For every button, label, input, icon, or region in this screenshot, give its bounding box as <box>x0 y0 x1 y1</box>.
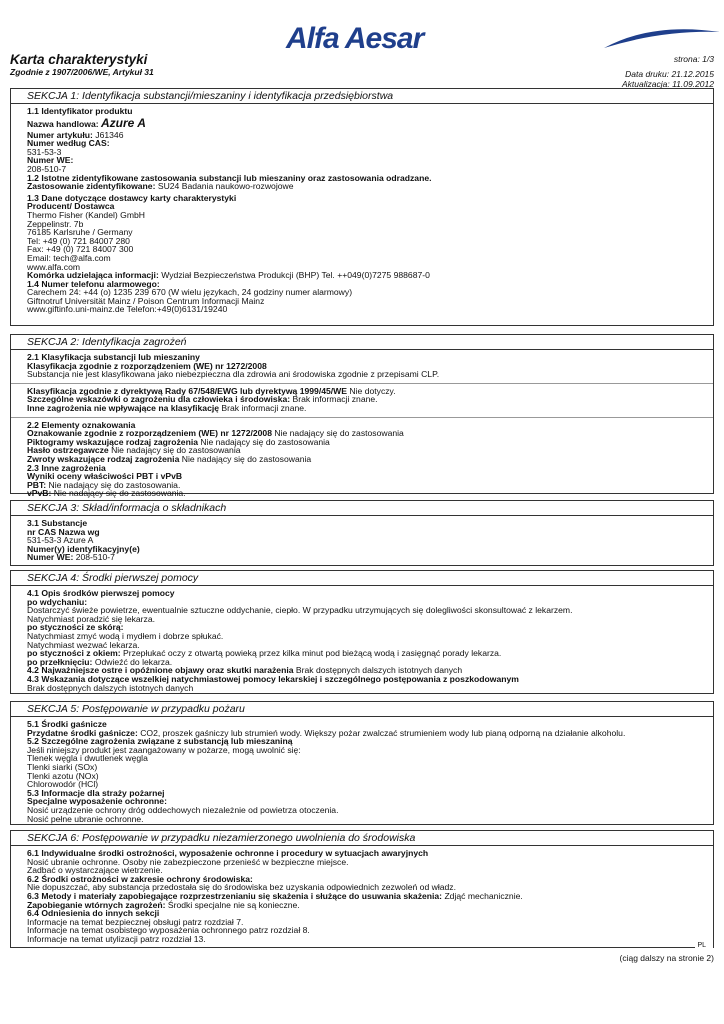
subsection-1-2: 1.2 Istotne zidentyfikowane zastosowania substancji lub mieszaniny oraz zastosowania odradzane. <box>27 172 432 183</box>
we-label: Numer WE: <box>27 155 74 166</box>
address-line: Zeppelinstr. 7b <box>27 218 84 229</box>
section-4 <box>10 570 714 694</box>
inhalation-text: Dostarczyć świeże powietrze, ewentualnie sztuczne oddychanie, ciepło. W przypadku utrzymujących się dolegliwości skonsultować z lekarzem. <box>27 605 573 616</box>
email-line: Email: tech@alfa.com <box>27 252 111 263</box>
article-label: Numer artykułu: <box>27 129 93 140</box>
subsection-6-2: 6.2 Środki ostrożności w zakresie ochrony środowiska: <box>27 873 253 884</box>
subsection-4-3: 4.3 Wskazania dotyczące wszelkiej natychmiastowej pomocy lekarskiej i szczególnego postępowania z poszkodowanym <box>27 673 519 684</box>
equipment-label: Specjalne wyposażenie ochronne: <box>27 796 167 807</box>
hazard-statement-value: Nie nadający się do zastosowania <box>181 453 312 464</box>
we-number: 208-510-7 <box>27 163 67 174</box>
use-value: SU24 Badania naukowo-rozwojowe <box>157 181 294 192</box>
hazard-line: Tlenki azotu (NOx) <box>27 770 99 781</box>
vpvb-value: Nie nadający się do zastosowania. <box>53 488 186 499</box>
section-5 <box>10 701 714 825</box>
skin-label: po styczności ze skórą: <box>27 622 124 633</box>
subsection-4-3-value: Brak dostępnych dalszych istotnych danych <box>27 682 194 693</box>
info-value: Wydział Bezpieczeństwa Produkcji (BHP) Tel. ++049(0)7275 988687-0 <box>161 270 430 281</box>
clp-label: Klasyfikacja zgodnie z rozporządzeniem (WE) nr 1272/2008 <box>27 360 267 371</box>
subsection-5-1: 5.1 Środki gaśnicze <box>27 719 107 729</box>
special-label: Szczególne wskazówki o zagrożeniu dla człowieka i środowiska: <box>27 394 291 405</box>
ingestion-value: Odwieźć do lekarza. <box>94 656 173 667</box>
directive-label: Klasyfikacja zgodnie z dyrektywą Rady 67/548/EWG lub dyrektywą 1999/45/WE <box>27 385 348 396</box>
extinguishing-value: CO2, proszek gaśniczy lub strumień wody. Większy pożar zwalczać strumieniem wody lub pianą odporną na działanie alkoholu. <box>140 727 626 738</box>
pbt-value: Nie nadający się do zastosowania. <box>48 479 181 490</box>
hazard-line: Tlenek węgla i dwutlenek węgla <box>27 753 148 764</box>
equipment-line: Nosić urządzenie ochrony dróg oddechowych niezależnie od powietrza otoczenia. <box>27 804 339 815</box>
cas-label: Numer według CAS: <box>27 138 110 149</box>
print-date: Data druku: 21.12.2015 <box>625 69 714 79</box>
website-line: www.alfa.com <box>27 261 81 272</box>
extinguishing-label: Przydatne środki gaśnicze: <box>27 727 138 738</box>
section-2-title: SEKCJA 2: Identyfikacja zagrożeń <box>11 335 713 350</box>
substance-table-header: nr CAS Nazwa wg <box>27 526 100 537</box>
subsection-1-1: 1.1 Identyfikator produktu <box>27 106 133 116</box>
eye-value: Przepłukać oczy z otwartą powieką przez kilka minut pod bieżącą wodą i zasięgnąć porady lekarza. <box>123 648 502 659</box>
alfa-aesar-logo: Alfa Aesar <box>286 24 452 54</box>
section-6-title: SEKCJA 6: Postępowanie w przypadku niezamierzonego uwolnienia do środowiska <box>11 831 713 846</box>
footer-rule <box>10 947 702 948</box>
reference-line: Informacje na temat osobistego wyposażenia ochronnego patrz rozdział 8. <box>27 925 310 936</box>
phone-line: Tel: +49 (0) 721 84007 280 <box>27 235 130 246</box>
skin-text: Natychmiast zmyć wodą i mydłem i dobrze spłukać. <box>27 630 224 641</box>
emergency-line: Carechem 24: +44 (o) 1235 239 670 (W wielu językach, 24 godziny numer alarmowy) <box>27 287 353 298</box>
document-meta <box>622 54 714 89</box>
product-name: Azure A <box>101 115 146 130</box>
subsection-6-3: 6.3 Metody i materiały zapobiegające rozprzestrzenianiu się skażenia i służące do usuwania skażenia: <box>27 890 443 901</box>
prevention-value: Środki specjalne nie są konieczne. <box>167 899 300 910</box>
divider <box>11 379 713 384</box>
address-line: 76185 Karlsruhe / Germany <box>27 227 133 238</box>
document-header <box>10 53 154 77</box>
labelling-value: Nie nadający się do zastosowania <box>274 428 404 439</box>
cleanup-value: Zdjąć mechanicznie. <box>444 890 523 901</box>
trade-name-label: Nazwa handlowa: <box>27 118 99 129</box>
subsection-4-2-value: Brak dostępnych dalszych istotnych danych <box>295 665 463 676</box>
identifier-label: Numer(y) identyfikacyjny(e) <box>27 543 140 554</box>
info-label: Komórka udzielająca informacji: <box>27 270 159 281</box>
other-hazards-label: Inne zagrożenia nie wpływające na klasyfikację <box>27 402 220 413</box>
substance-row: 531-53-3 Azure A <box>27 535 94 546</box>
signal-word-value: Nie nadający się do zastosowania <box>111 445 241 456</box>
page-number: strona: 1/3 <box>673 54 714 64</box>
ingestion-label: po przełknięciu: <box>27 656 93 667</box>
subsection-6-1: 6.1 Indywidualne środki ostrożności, wyposażenie ochronne i procedury w sytuacjach awaryjnych <box>27 848 429 858</box>
fax-line: Fax: +49 (0) 721 84007 300 <box>27 244 134 255</box>
cas-number: 531-53-3 <box>27 146 62 157</box>
inhalation-text: Natychmiast poradzić się lekarza. <box>27 613 155 624</box>
pbt-label: PBT: <box>27 479 47 490</box>
prevention-label: Zapobieganie wtórnych zagrożeń: <box>27 899 166 910</box>
labelling-label: Oznakowanie zgodnie z rozporządzeniem (WE) nr 1272/2008 <box>27 428 272 439</box>
hazard-statement-label: Zwroty wskazujące rodzaj zagrożenia <box>27 453 180 464</box>
subsection-4-1: 4.1 Opis środków pierwszej pomocy <box>27 588 175 598</box>
address-line: Thermo Fisher (Kandel) GmbH <box>27 209 145 220</box>
subsection-2-3: 2.3 Inne zagrożenia <box>27 462 106 473</box>
eye-label: po styczności z okiem: <box>27 648 121 659</box>
producer-label: Producent/ Dostawca <box>27 201 115 212</box>
subsection-6-4: 6.4 Odniesienia do innych sekcji <box>27 908 160 919</box>
continued-note: (ciąg dalszy na stronie 2) <box>619 953 714 963</box>
pictogram-label: Piktogramy wskazujące rodzaj zagrożenia <box>27 436 198 447</box>
reference-line: Informacje na temat utylizacji patrz rozdział 13. <box>27 933 206 944</box>
subsection-3-1: 3.1 Substancje <box>27 518 88 528</box>
we-label: Numer WE: <box>27 552 74 563</box>
section-3-title: SEKCJA 3: Skład/informacja o składnikach <box>11 501 713 516</box>
pbt-heading: Wyniki oceny właściwości PBT i vPvB <box>27 471 183 482</box>
section-5-title: SEKCJA 5: Postępowanie w przypadku pożaru <box>11 702 713 717</box>
section-6 <box>10 830 714 948</box>
subsection-2-2: 2.2 Elementy oznakowania <box>27 419 136 430</box>
precaution-line: Nosić ubranie ochronne. Osoby nie zabezpieczone przenieść w bezpieczne miejsce. <box>27 856 349 867</box>
directive-value: Nie dotyczy. <box>349 385 396 396</box>
hazard-line: Chlorowodór (HCl) <box>27 779 99 790</box>
language-code: PL <box>697 942 706 949</box>
subsection-4-2: 4.2 Najważniejsze ostre i opóźnione objawy oraz skutki narażenia <box>27 665 294 676</box>
use-label: Zastosowanie zidentyfikowane: <box>27 181 156 192</box>
signal-word-label: Hasło ostrzegawcze <box>27 445 109 456</box>
document-title: Karta charakterystyki <box>10 52 148 67</box>
document-regulation: Zgodnie z 1907/2006/WE, Artykuł 31 <box>10 67 154 77</box>
divider <box>11 413 713 418</box>
section-1 <box>10 88 714 326</box>
subsection-1-4: 1.4 Numer telefonu alarmowego: <box>27 278 160 289</box>
special-value: Brak informacji znane. <box>292 394 378 405</box>
environment-text: Nie dopuszczać, aby substancja przedostała się do środowiska bez uzyskania odpowiednich zezwoleń od władz. <box>27 882 456 893</box>
subsection-5-3: 5.3 Informacje dla straży pożarnej <box>27 787 165 798</box>
precaution-line: Zadbać o wystarczające wietrzenie. <box>27 865 163 876</box>
section-3 <box>10 500 714 566</box>
hazard-line: Tlenki siarki (SOx) <box>27 761 98 772</box>
subsection-1-3: 1.3 Dane dotyczące dostawcy karty charakterystyki <box>27 192 237 203</box>
equipment-line: Nosić pełne ubranie ochronne. <box>27 813 144 824</box>
subsection-5-2: 5.2 Szczególne zagrożenia związane z substancją lub mieszaniną <box>27 736 293 747</box>
section-1-title: SEKCJA 1: Identyfikacja substancji/mieszaniny i identyfikacja przedsiębiorstwa <box>11 89 713 104</box>
hazard-line: Jeśli niniejszy produkt jest zaangażowany w pożarze, mogą uwolnić się: <box>27 744 301 755</box>
article-number: J61346 <box>95 129 124 140</box>
skin-text: Natychmiast wezwać lekarza. <box>27 639 140 650</box>
section-4-title: SEKCJA 4: Środki pierwszej pomocy <box>11 571 713 586</box>
we-number: 208-510-7 <box>75 552 115 563</box>
reference-line: Informacje na temat bezpiecznej obsługi patrz rozdział 7. <box>27 916 244 927</box>
section-2 <box>10 334 714 499</box>
emergency-line: www.giftinfo.uni-mainz.de Telefon:+49(0)6131/19240 <box>27 304 228 315</box>
vpvb-label: vPvB: <box>27 488 52 499</box>
inhalation-label: po wdychaniu: <box>27 596 88 607</box>
pictogram-value: Nie nadający się do zastosowania <box>200 436 330 447</box>
update-date: Aktualizacja: 11.09.2012 <box>622 79 714 89</box>
other-hazards-value: Brak informacji znane. <box>221 402 307 413</box>
clp-text: Substancja nie jest klasyfikowana jako niebezpieczna dla zdrowia ani środowiska zgodnie z przepisami CLP. <box>27 369 440 380</box>
logo-swoosh-icon <box>602 28 722 50</box>
emergency-line: Giftnotruf Universität Mainz / Poison Centrum Informacji Mainz <box>27 295 265 306</box>
subsection-2-1: 2.1 Klasyfikacja substancji lub mieszaniny <box>27 352 200 362</box>
